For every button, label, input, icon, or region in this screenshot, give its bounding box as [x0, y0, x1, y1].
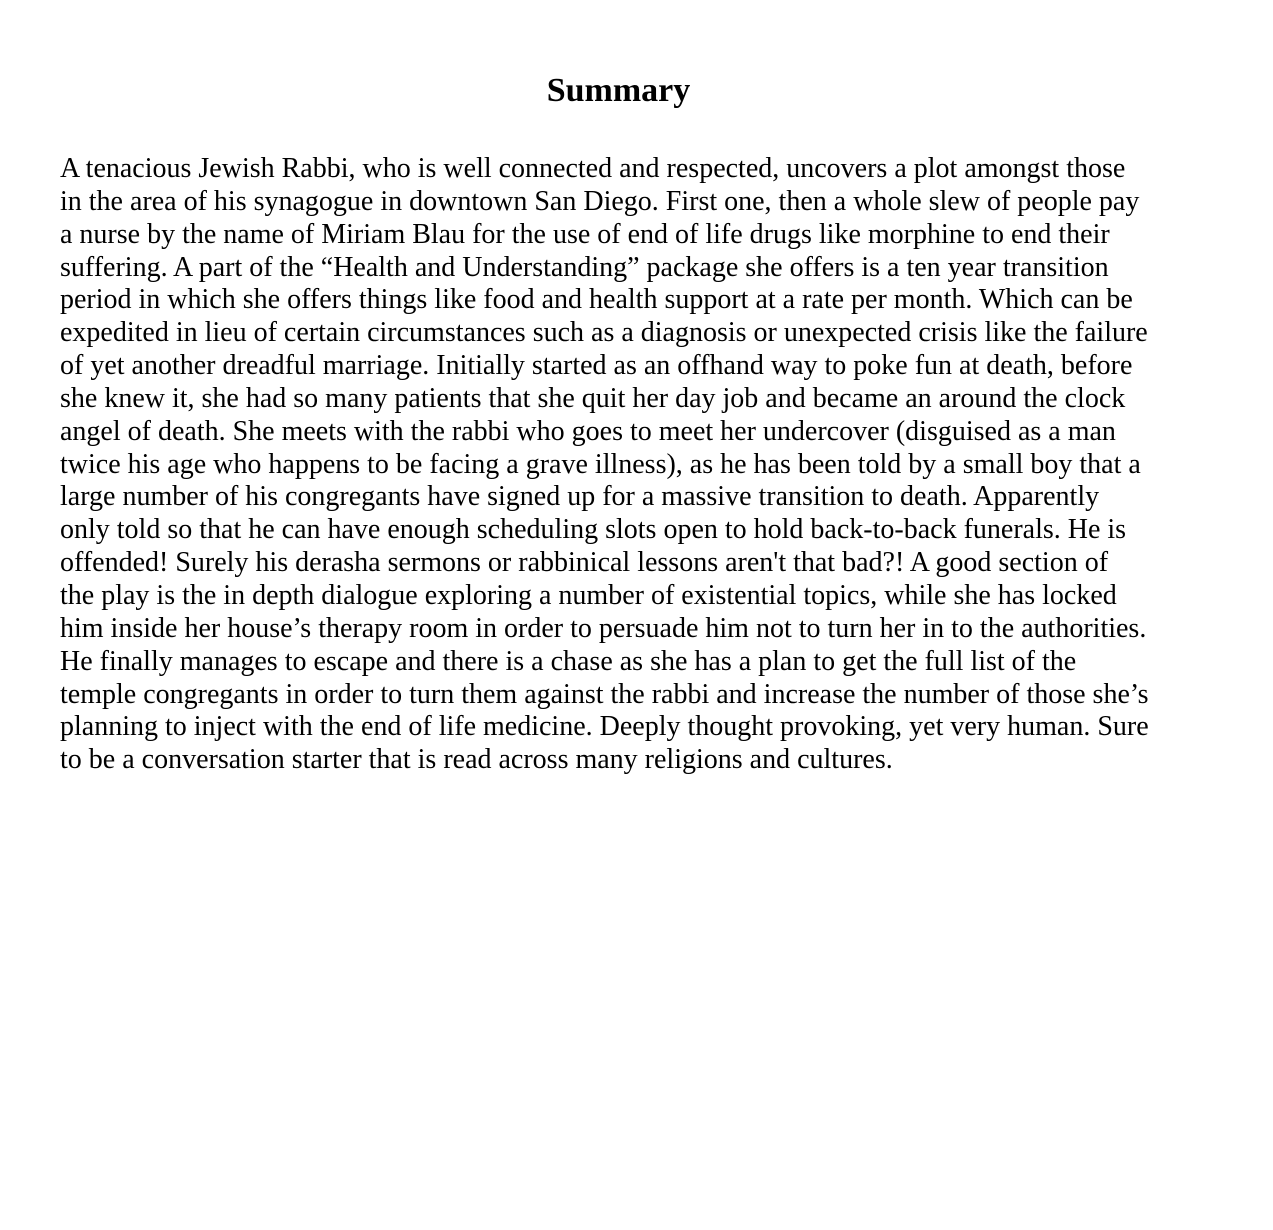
summary-line: offended! Surely his derasha sermons or rabbinical lessons aren't that bad?! A good section of	[60, 547, 1109, 579]
summary-line: He finally manages to escape and there is a chase as she has a plan to get the full list of the	[60, 645, 1077, 677]
summary-line: A tenacious Jewish Rabbi, who is well connected and respected, uncovers a plot amongst those	[60, 153, 1126, 184]
summary-line: only told so that he can have enough scheduling slots open to hold back-to-back funerals. He is	[60, 514, 1127, 546]
summary-line: a nurse by the name of Miriam Blau for the use of end of life drugs like morphine to end their	[60, 218, 1110, 250]
summary-line: in the area of his synagogue in downtown San Diego. First one, then a whole slew of people pay	[60, 185, 1140, 217]
summary-line: period in which she offers things like food and health support at a rate per month. Which can be	[60, 284, 1133, 316]
summary-line: temple congregants in order to turn them against the rabbi and increase the number of those she’s	[60, 678, 1149, 710]
page-title: Summary	[546, 72, 691, 109]
summary-line: large number of his congregants have signed up for a massive transition to death. Apparently	[60, 481, 1100, 513]
summary-line: the play is the in depth dialogue exploring a number of existential topics, while she has locked	[60, 579, 1117, 611]
summary-paragraph	[60, 153, 1176, 777]
summary-line: suffering. A part of the “Health and Understanding” package she offers is a ten year transition	[60, 251, 1109, 283]
summary-line: to be a conversation starter that is read across many religions and cultures.	[60, 744, 893, 776]
summary-line: angel of death. She meets with the rabbi who goes to meet her undercover (disguised as a man	[60, 415, 1116, 447]
summary-line: expedited in lieu of certain circumstances such as a diagnosis or unexpected crisis like the failure	[60, 317, 1148, 349]
summary-line: planning to inject with the end of life medicine. Deeply thought provoking, yet very human. Sure	[60, 711, 1149, 743]
summary-line: of yet another dreadful marriage. Initially started as an offhand way to poke fun at death, before	[60, 350, 1133, 382]
summary-line: twice his age who happens to be facing a grave illness), as he has been told by a small boy that a	[60, 448, 1141, 480]
summary-line: him inside her house’s therapy room in order to persuade him not to turn her in to the authorities.	[60, 612, 1147, 644]
summary-line: she knew it, she had so many patients that she quit her day job and became an around the clock	[60, 382, 1126, 414]
